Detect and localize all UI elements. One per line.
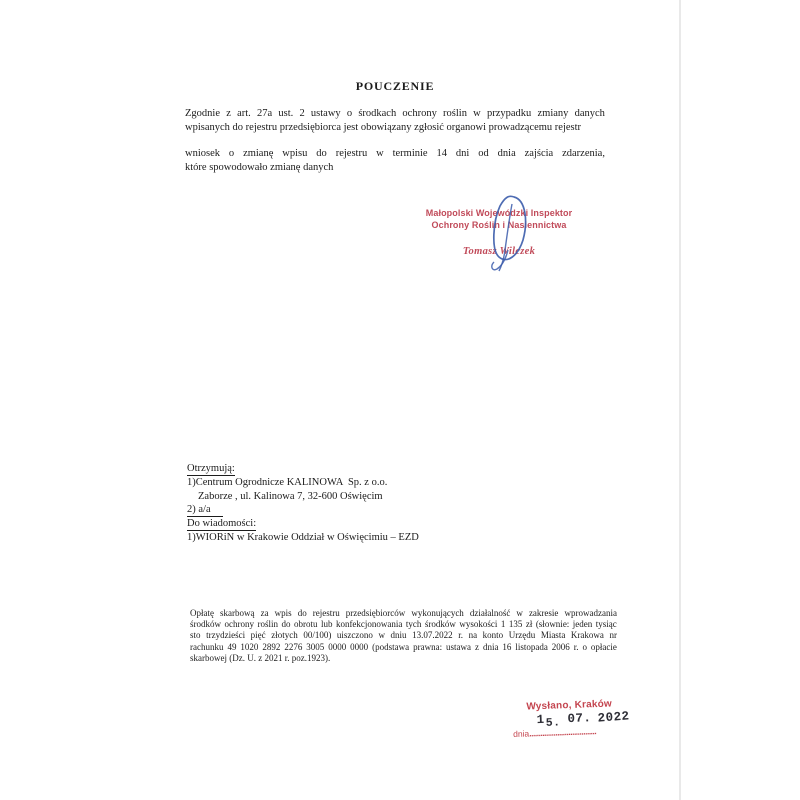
fee-note-line: Opłatę skarbową za wpis do rejestru przedsiębiorców wykonujących działalność w zakresie wprowadzania [190,608,617,618]
received-label: Otrzymują: [187,463,235,474]
date-stamp-day-digit: 1 [536,712,545,728]
date-label: dnia [512,728,530,739]
recipient-item: 2) a/a [187,504,223,517]
inspector-title-line: Małopolski Wojewódzki Inspektor [425,208,573,218]
signer-name: Tomasz Wilczek [462,246,536,257]
fee-note-line: środków ochrony roślin do obrotu lub konfekcjonowania tych środków wysokości 1 135 zł (słownie: jeden tysiąc [190,619,617,630]
page-edge-shadow [679,0,681,800]
sent-city-label: Wysłano, Kraków [526,698,613,713]
paragraph-line: które spowodowało zmianę danych [185,161,334,173]
legal-paragraph-1 [185,107,605,134]
date-stamp-month: 07. [567,711,592,727]
inspector-title-line: Ochrony Roślin i Nasiennictwa [431,219,567,230]
handwritten-signature [482,194,542,282]
date-stamp-year: 2022 [596,709,630,726]
sent-stamp [512,698,630,739]
dotted-line: .................................... [529,726,597,739]
fee-note-line: rachunku 49 1020 2892 2276 3005 0000 0000 (podstawa prawna: ustawa z dnia 16 listopada 2006 r. o opłacie [190,641,617,652]
recipient-address: Zaborze , ul. Kalinowa 7, 32-600 Oświęcim [198,490,383,502]
recipient-item: 1)Centrum Ogrodnicze KALINOWA Sp. z o.o. [187,477,388,488]
date-line [513,725,627,739]
distribution-list [187,462,419,545]
cc-label-row [187,517,419,531]
cc-label: Do wiadomości: [187,518,257,529]
fee-note-line: skarbowej (Dz. U. z 2021 r. poz.1923). [190,652,331,663]
date-stamp-day-digit: 5. [545,716,561,730]
cc-item: 1)WIORiN w Krakowie Oddział w Oświęcimiu – EZD [187,532,419,543]
legal-paragraph-2 [185,147,605,174]
paragraph-line: Zgodnie z art. 27a ust. 2 ustawy o środkach ochrony roślin w przypadku zmiany danych [185,108,605,119]
paragraph-line: wpisanych do rejestru przedsiębiorca jest obowiązany zgłosić organowi prowadzącemu rejestr [185,121,582,133]
fee-note-line: sto trzydzieści pięć złotych 00/100) uiszczono w dniu 13.07.2022 r. na konto Urzędu Miasta Krakowa nr [190,630,617,641]
page-title: POUCZENIE [355,79,435,93]
paragraph-line: wniosek o zmianę wpisu do rejestru w terminie 14 dni od dnia zajścia zdarzenia, [185,148,605,159]
recipient-item-row [187,503,419,517]
received-label-row [187,462,419,476]
fee-note [190,608,617,664]
